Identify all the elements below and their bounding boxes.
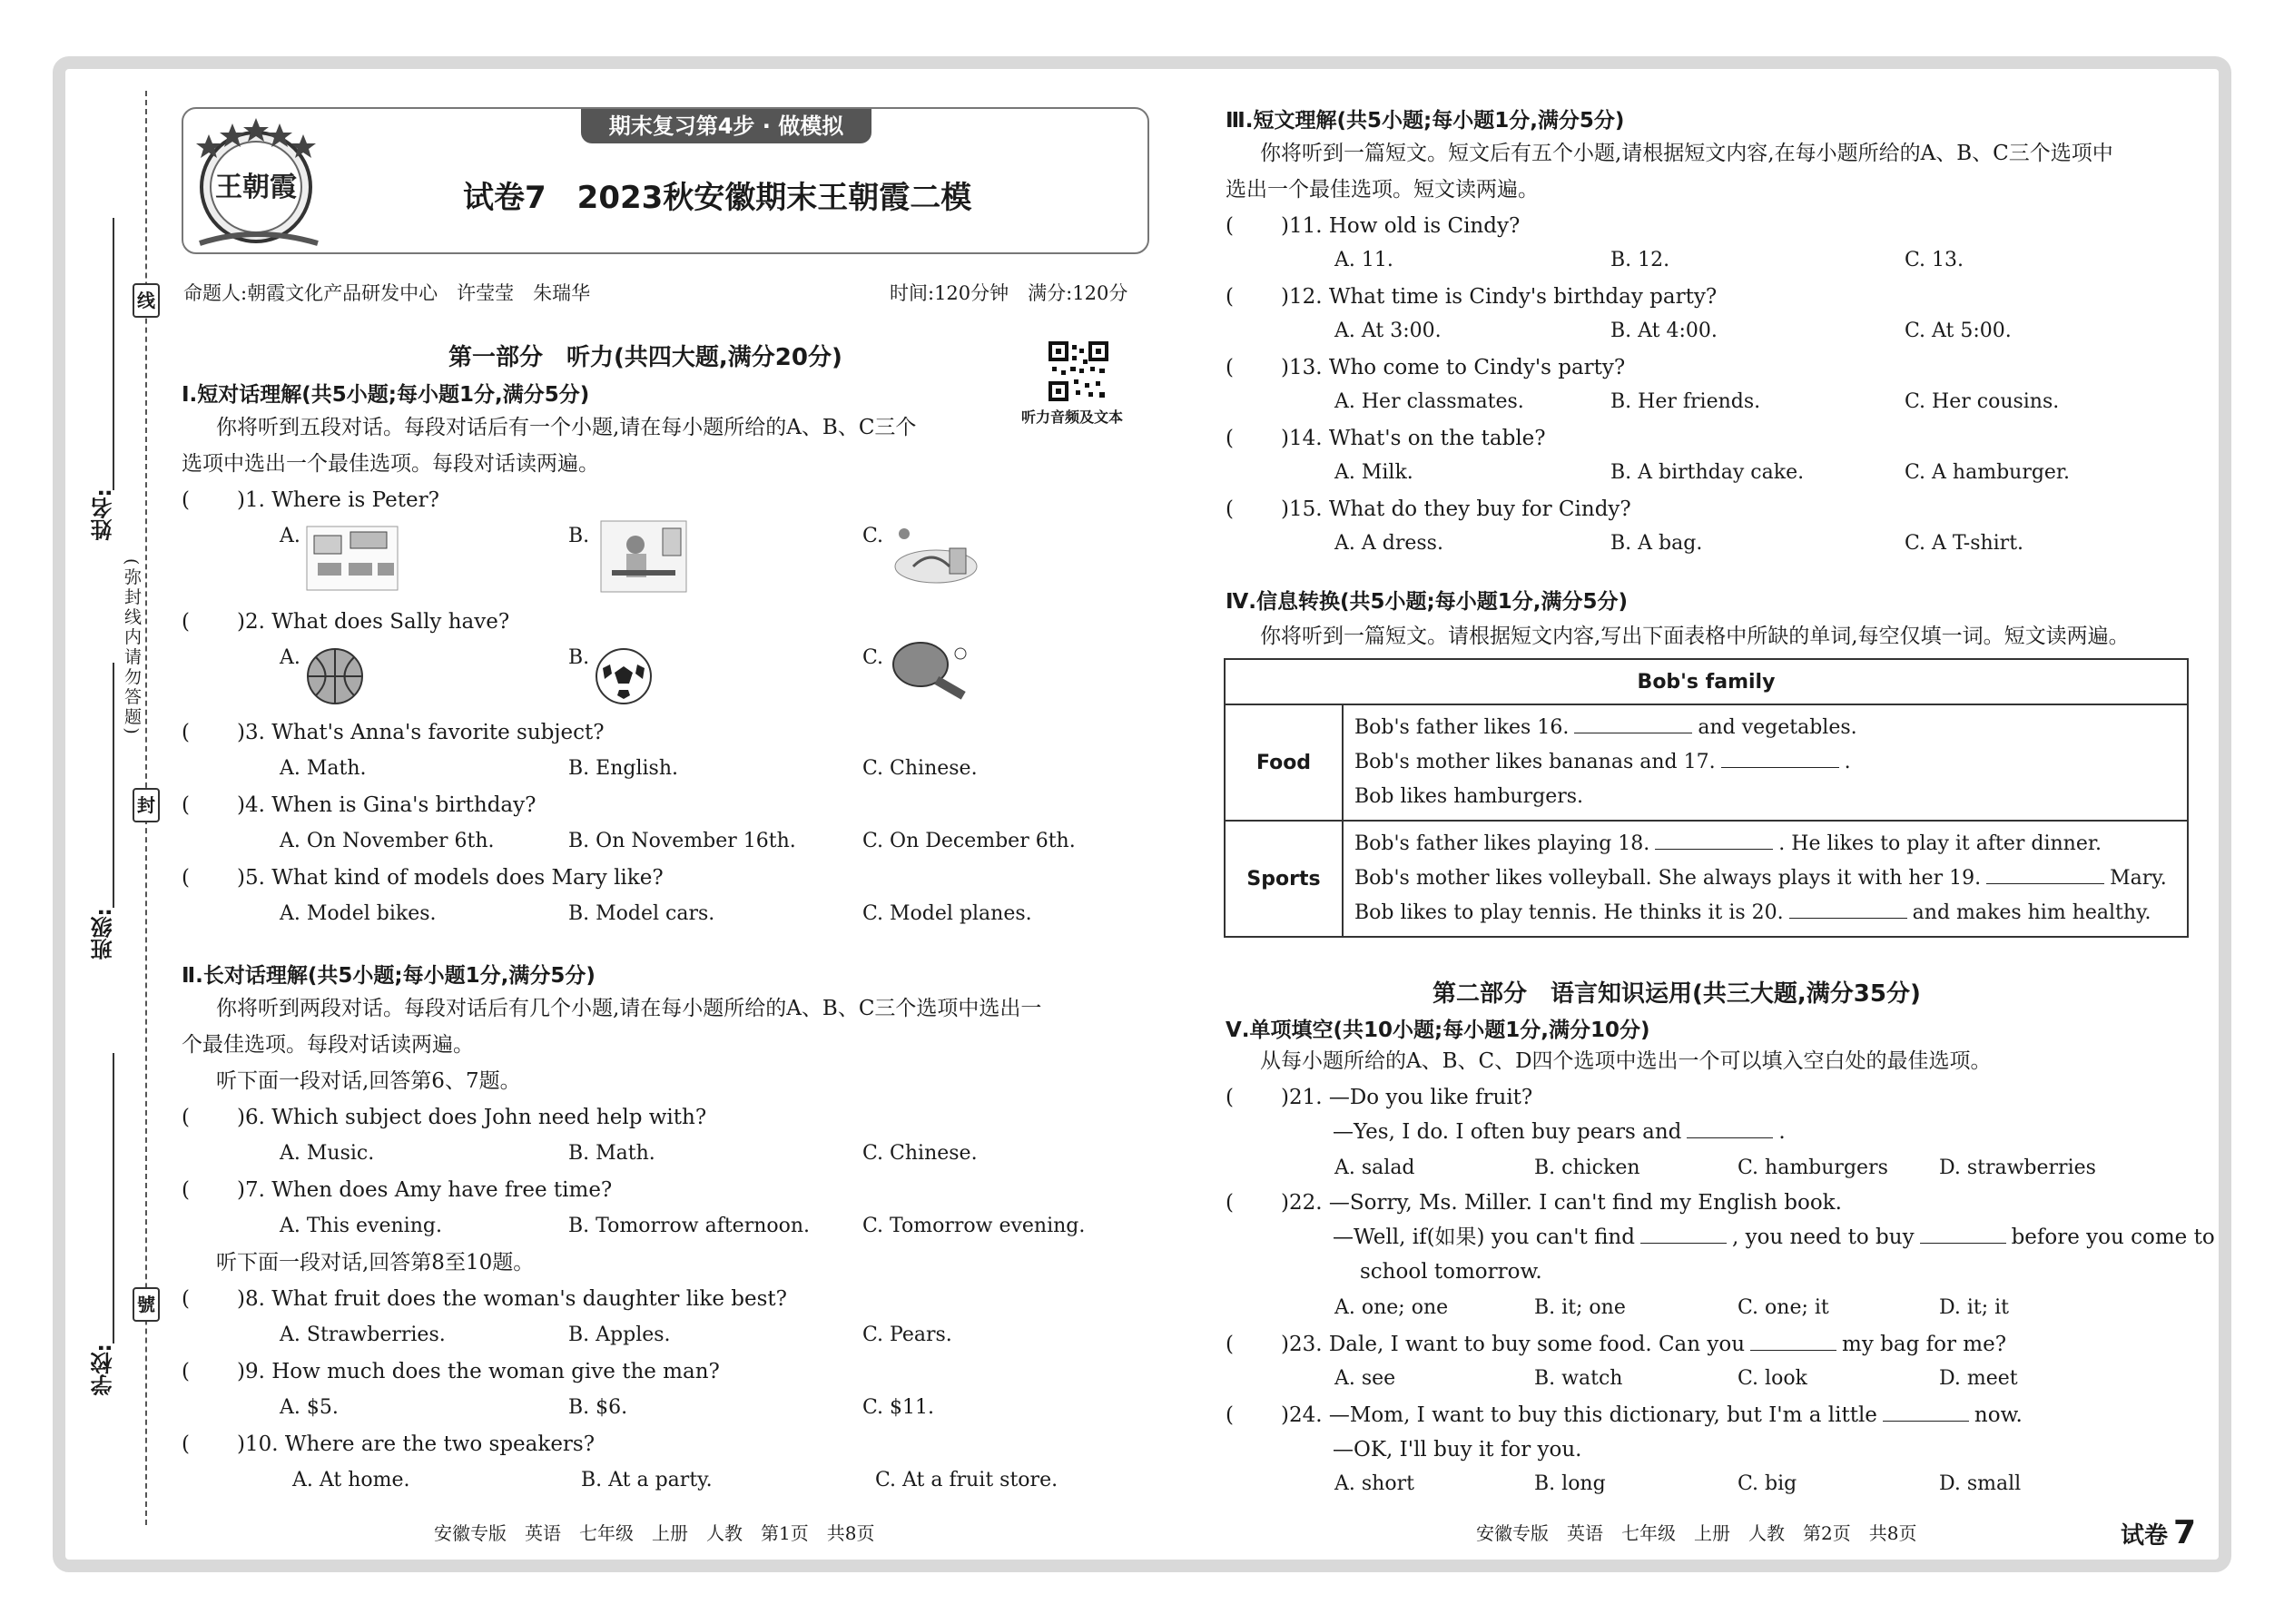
q8-opt-c: C. Pears. (862, 1324, 952, 1346)
paper-mark-number: 7 (2173, 1514, 2197, 1551)
q3-text: 3. What's Anna's favorite subject? (244, 721, 605, 744)
q9-opt-a: A. $5. (280, 1396, 339, 1419)
q21-opt-c: C. hamburgers (1738, 1156, 1888, 1179)
q15-opt-c: C. A T-shirt. (1905, 532, 2024, 555)
blank-22b[interactable] (1920, 1226, 2006, 1244)
q21-text: 21. —Do you like fruit? (1288, 1086, 1533, 1109)
q6-row: ( )6. Which subject does John need help with? (182, 1106, 707, 1129)
footer-left: 安徽专版 英语 七年级 上册 人教 第1页 共8页 (434, 1522, 875, 1544)
q10-row: ( )10. Where are the two speakers? (182, 1432, 596, 1456)
blank-18[interactable] (1655, 832, 1773, 850)
q24-opt-d: D. small (1939, 1472, 2022, 1495)
q13-opt-b: B. Her friends. (1610, 390, 1761, 413)
q4-opt-a: A. On November 6th. (280, 830, 495, 852)
q13-row: ( )13. Who come to Cindy's party? (1226, 356, 1626, 379)
q3-opt-b: B. English. (568, 757, 678, 780)
part1-title: 第一部分 听力(共四大题,满分20分) (448, 344, 842, 371)
q4-opt-c: C. On December 6th. (862, 830, 1076, 852)
q10-opt-c: C. At a fruit store. (875, 1469, 1058, 1491)
blank19-prefix: Bob's mother likes volleyball. She always plays it with her 19. (1354, 867, 1982, 890)
q24-text: 24. —Mom, I want to buy this dictionary, but I'm a little (1288, 1403, 1877, 1427)
q1-row: ( )1. Where is Peter? (182, 488, 439, 512)
q1-opt-a: A. (280, 525, 300, 547)
q10-opt-b: B. At a party. (581, 1469, 713, 1491)
q15-row: ( )15. What do they buy for Cindy? (1226, 497, 1631, 521)
blank19-suffix: Mary. (2110, 867, 2167, 890)
blank17-prefix: Bob's mother likes bananas and 17. (1354, 751, 1716, 773)
blank20-prefix: Bob likes to play tennis. He thinks it is 20. (1354, 901, 1784, 924)
name-label: 姓名: (91, 488, 116, 541)
section1-instr2: 选项中选出一个最佳选项。每段对话读两遍。 (182, 452, 599, 476)
section2-instr2: 个最佳选项。每段对话读两遍。 (182, 1033, 474, 1057)
q8-opt-b: B. Apples. (568, 1324, 671, 1346)
q10-opt-a: A. At home. (292, 1469, 410, 1491)
ping-pong-paddle-icon (886, 637, 977, 710)
section2-header: Ⅱ.长对话理解(共5小题;每小题1分,满分5分) (182, 964, 596, 988)
food-row3: Bob likes hamburgers. (1354, 785, 1584, 808)
footer-right: 安徽专版 英语 七年级 上册 人教 第2页 共8页 (1476, 1522, 1917, 1544)
q15-opt-b: B. A bag. (1610, 532, 1703, 555)
q22-text: 22. —Sorry, Ms. Miller. I can't find my English book. (1288, 1191, 1842, 1215)
q12-opt-a: A. At 3:00. (1334, 320, 1442, 342)
bob-family-table (1224, 658, 2189, 938)
classroom-picture (305, 523, 396, 595)
qr-code[interactable] (1049, 341, 1108, 401)
q24-row: ( )24. —Mom, I want to buy this dictionary, but I'm a little now. (1226, 1403, 2023, 1427)
q2-row: ( )2. What does Sally have? (182, 610, 510, 634)
q22-line3: school tomorrow. (1360, 1260, 1542, 1284)
paper-mark-label: 试卷 (2121, 1522, 2169, 1550)
q7-opt-b: B. Tomorrow afternoon. (568, 1215, 811, 1237)
q8-opt-a: A. Strawberries. (280, 1324, 446, 1346)
q13-opt-a: A. Her classmates. (1334, 390, 1524, 413)
binding-seal-mark: 封 (133, 788, 160, 822)
q6-opt-c: C. Chinese. (862, 1142, 978, 1165)
q14-row: ( )14. What's on the table? (1226, 427, 1546, 450)
q6-opt-b: B. Math. (568, 1142, 655, 1165)
q23-row: ( )23. Dale, I want to buy some food. Can you my bag for me? (1226, 1333, 2007, 1356)
sports-label: Sports (1225, 821, 1343, 937)
q11-row: ( )11. How old is Cindy? (1226, 214, 1521, 238)
blank16-suffix: and vegetables. (1698, 716, 1857, 739)
q8-row: ( )8. What fruit does the woman's daughter like best? (182, 1287, 787, 1311)
blank16-prefix: Bob's father likes 16. (1354, 716, 1570, 739)
blank17-suffix: . (1844, 751, 1851, 773)
q8-text: 8. What fruit does the woman's daughter like best? (244, 1287, 787, 1311)
q24-opt-c: C. big (1738, 1472, 1797, 1495)
section2-sub1: 听下面一段对话,回答第6、7题。 (216, 1069, 521, 1093)
blank-24[interactable] (1883, 1404, 1969, 1422)
q22-part2: , you need to buy (1731, 1225, 1915, 1249)
logo-text: 王朝霞 (215, 172, 297, 203)
section4-instr: 你将听到一篇短文。请根据短文内容,写出下面表格中所缺的单词,每空仅填一词。短文读两遍。 (1260, 625, 2130, 648)
q14-text: 14. What's on the table? (1288, 427, 1546, 450)
q15-opt-a: A. A dress. (1334, 532, 1443, 555)
q2-text: 2. What does Sally have? (244, 610, 510, 634)
soccer-ball-icon (592, 645, 683, 717)
q11-text: 11. How old is Cindy? (1288, 214, 1521, 238)
q7-opt-c: C. Tomorrow evening. (862, 1215, 1086, 1237)
q21-answer-text: —Yes, I do. I often buy pears and (1333, 1120, 1682, 1144)
q23-opt-d: D. meet (1939, 1367, 2018, 1390)
section3-header: Ⅲ.短文理解(共5小题;每小题1分,满分5分) (1226, 109, 1625, 133)
food-rows (1343, 704, 2188, 821)
q10-text: 10. Where are the two speakers? (244, 1432, 596, 1456)
q22-row: ( )22. —Sorry, Ms. Miller. I can't find my English book. (1226, 1191, 1842, 1215)
q21-opt-b: B. chicken (1534, 1156, 1640, 1179)
q11-opt-c: C. 13. (1905, 249, 1964, 271)
table-title: Bob's family (1225, 659, 2188, 704)
blank-23[interactable] (1750, 1334, 1836, 1351)
boy-at-desk-picture (599, 519, 690, 592)
q2-opt-c: C. (862, 646, 884, 669)
park-picture (886, 521, 977, 594)
section5-header: Ⅴ.单项填空(共10小题;每小题1分,满分10分) (1226, 1019, 1650, 1042)
q9-text: 9. How much does the woman give the man? (244, 1360, 720, 1383)
q14-opt-b: B. A birthday cake. (1610, 461, 1805, 484)
part2-title: 第二部分 语言知识运用(共三大题,满分35分) (1433, 980, 1921, 1008)
paper-mark (2121, 1514, 2196, 1551)
binding-note: (弥封线内请勿答题) (122, 558, 142, 737)
blank20-suffix: and makes him healthy. (1912, 901, 2151, 924)
q21-opt-a: A. salad (1334, 1156, 1415, 1179)
q22-opt-b: B. it; one (1534, 1296, 1626, 1319)
q5-opt-c: C. Model planes. (862, 902, 1032, 925)
exam-title: 试卷7 2023秋安徽期末王朝霞二模 (463, 180, 972, 216)
blank-16[interactable] (1574, 716, 1692, 733)
q12-text: 12. What time is Cindy's birthday party? (1288, 285, 1718, 309)
q2-opt-b: B. (568, 646, 590, 669)
q7-row: ( )7. When does Amy have free time? (182, 1178, 613, 1202)
q12-opt-c: C. At 5:00. (1905, 320, 2012, 342)
section2-sub2: 听下面一段对话,回答第8至10题。 (216, 1251, 535, 1275)
school-label: 学校: (91, 1343, 116, 1396)
q3-opt-a: A. Math. (280, 757, 367, 780)
qr-label: 听力音频及文本 (1021, 408, 1124, 426)
q22-opt-d: D. it; it (1939, 1296, 2009, 1319)
q22-part3: before you come to (2011, 1225, 2215, 1249)
q23-opt-a: A. see (1334, 1367, 1396, 1390)
q7-opt-a: A. This evening. (280, 1215, 442, 1237)
q4-text: 4. When is Gina's birthday? (244, 793, 537, 817)
q1-text: 1. Where is Peter? (244, 488, 439, 512)
q21-line2: —Yes, I do. I often buy pears and . (1333, 1120, 1786, 1144)
q9-opt-c: C. $11. (862, 1396, 935, 1419)
q7-text: 7. When does Amy have free time? (244, 1178, 613, 1202)
q21-row: ( )21. —Do you like fruit? (1226, 1086, 1533, 1109)
q15-text: 15. What do they buy for Cindy? (1288, 497, 1631, 521)
blank-20[interactable] (1789, 901, 1907, 919)
q3-row: ( )3. What's Anna's favorite subject? (182, 721, 605, 744)
basketball-icon (303, 645, 394, 717)
q6-opt-a: A. Music. (280, 1142, 375, 1165)
q21-opt-d: D. strawberries (1939, 1156, 2096, 1179)
section1-header: Ⅰ.短对话理解(共5小题;每小题1分,满分5分) (182, 383, 590, 407)
q22-opt-a: A. one; one (1334, 1296, 1449, 1319)
q6-text: 6. Which subject does John need help with? (244, 1106, 707, 1129)
blank-19[interactable] (1986, 867, 2104, 884)
q3-opt-c: C. Chinese. (862, 757, 978, 780)
q22-part1: —Well, if(如果) you can't find (1333, 1225, 1635, 1249)
q24-line2: —OK, I'll buy it for you. (1333, 1438, 1582, 1462)
food-label: Food (1225, 704, 1343, 821)
q9-row: ( )9. How much does the woman give the man? (182, 1360, 720, 1383)
step-badge: 期末复习第4步 · 做模拟 (581, 109, 871, 143)
q14-opt-a: A. Milk. (1334, 461, 1413, 484)
blank-22a[interactable] (1640, 1226, 1727, 1244)
section2-instr1: 你将听到两段对话。每段对话后有几个小题,请在每小题所给的A、B、C三个选项中选出一 (216, 997, 1042, 1020)
q22-line2 (1333, 1222, 2215, 1253)
q5-text: 5. What kind of models does Mary like? (244, 866, 664, 890)
q1-opt-c: C. (862, 525, 884, 547)
brand-logo (182, 107, 331, 251)
section1-instr1: 你将听到五段对话。每段对话后有一个小题,请在每小题所给的A、B、C三个 (216, 416, 917, 439)
q5-row: ( )5. What kind of models does Mary like? (182, 866, 664, 890)
q24-opt-b: B. long (1534, 1472, 1606, 1495)
section3-instr1: 你将听到一篇短文。短文后有五个小题,请根据短文内容,在每小题所给的A、B、C三个选项中 (1260, 142, 2113, 165)
q1-opt-b: B. (568, 525, 590, 547)
class-label: 班级: (91, 908, 116, 960)
blank-17[interactable] (1721, 751, 1839, 768)
time-score: 时间:120分钟 满分:120分 (890, 282, 1128, 304)
q5-opt-b: B. Model cars. (568, 902, 715, 925)
q11-opt-a: A. 11. (1334, 249, 1393, 271)
section3-instr2: 选出一个最佳选项。短文读两遍。 (1226, 178, 1539, 202)
blank-21[interactable] (1687, 1121, 1773, 1138)
binding-line-mark: 线 (133, 283, 160, 318)
q9-opt-b: B. $6. (568, 1396, 628, 1419)
school-line (113, 1053, 114, 1343)
section4-header: Ⅳ.信息转换(共5小题;每小题1分,满分5分) (1226, 590, 1628, 614)
q23-opt-b: B. watch (1534, 1367, 1623, 1390)
q24-suffix: now. (1974, 1403, 2023, 1427)
blank18-prefix: Bob's father likes playing 18. (1354, 832, 1650, 855)
q23-opt-c: C. look (1738, 1367, 1807, 1390)
q24-opt-a: A. short (1334, 1472, 1414, 1495)
q23-suffix: my bag for me? (1842, 1333, 2007, 1356)
class-line (113, 663, 114, 908)
q4-opt-b: B. On November 16th. (568, 830, 796, 852)
section5-instr: 从每小题所给的A、B、C、D四个选项中选出一个可以填入空白处的最佳选项。 (1260, 1049, 1992, 1073)
blank18-suffix: . He likes to play it after dinner. (1778, 832, 2102, 855)
q4-row: ( )4. When is Gina's birthday? (182, 793, 537, 817)
q22-opt-c: C. one; it (1738, 1296, 1829, 1319)
name-line (113, 218, 114, 490)
author-line: 命题人:朝霞文化产品研发中心 许莹莹 朱瑞华 (183, 282, 591, 304)
q11-opt-b: B. 12. (1610, 249, 1670, 271)
q13-opt-c: C. Her cousins. (1905, 390, 2060, 413)
q2-opt-a: A. (280, 646, 300, 669)
q12-opt-b: B. At 4:00. (1610, 320, 1718, 342)
binding-number-mark: 號 (133, 1287, 160, 1322)
q5-opt-a: A. Model bikes. (280, 902, 437, 925)
q12-row: ( )12. What time is Cindy's birthday party? (1226, 285, 1718, 309)
q23-text: 23. Dale, I want to buy some food. Can you (1288, 1333, 1746, 1356)
sports-rows (1343, 821, 2188, 937)
q14-opt-c: C. A hamburger. (1905, 461, 2071, 484)
q13-text: 13. Who come to Cindy's party? (1288, 356, 1626, 379)
